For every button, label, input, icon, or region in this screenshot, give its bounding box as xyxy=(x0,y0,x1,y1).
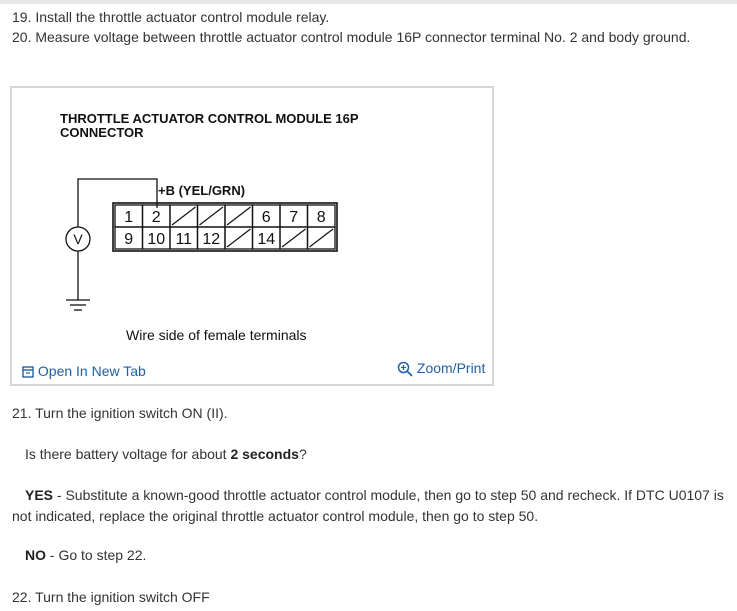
terminal-number: 12 xyxy=(202,231,221,248)
step-19: 19. Install the throttle actuator control module relay. xyxy=(12,9,330,25)
open-new-tab-icon xyxy=(22,366,34,378)
question-bold: 2 seconds xyxy=(230,446,299,462)
ground-symbol-icon xyxy=(66,300,90,310)
terminal-number: 2 xyxy=(151,209,161,226)
no-label: NO xyxy=(25,547,46,563)
question-post: ? xyxy=(298,446,307,462)
connector-terminal-grid xyxy=(113,203,337,251)
unused-terminal-slash xyxy=(310,229,334,247)
step-20: 20. Measure voltage between throttle actuator control module 16P connector terminal No. 2 and body ground. xyxy=(12,29,691,45)
terminal-number: 6 xyxy=(261,209,271,226)
open-in-new-tab-label: Open In New Tab xyxy=(37,363,146,379)
question-text xyxy=(25,445,307,463)
connector-diagram xyxy=(12,88,492,384)
terminal-number: 11 xyxy=(175,231,193,248)
terminal-number: 1 xyxy=(124,209,134,226)
step-22: 22. Turn the ignition switch OFF xyxy=(12,589,210,605)
unused-terminal-slash xyxy=(227,207,251,225)
terminal-number: 10 xyxy=(147,231,166,248)
yes-label: YES xyxy=(25,487,54,503)
zoom-magnifier-icon xyxy=(397,361,413,377)
zoom-print-label: Zoom/Print xyxy=(416,360,486,376)
terminal-number: 8 xyxy=(316,209,326,226)
figure-title-line1: THROTTLE ACTUATOR CONTROL MODULE 16P xyxy=(60,111,359,126)
no-text: - Go to step 22. xyxy=(46,547,147,563)
yes-text: - Substitute a known-good throttle actuator control module, then go to step 50 and recheck. If DTC U0107 is not indicated, replace the original throttle actuator control module, then go to step 50. xyxy=(12,487,724,524)
terminal-number: 14 xyxy=(257,231,276,248)
wire-color-label: +B (YEL/GRN) xyxy=(158,183,246,198)
open-in-new-tab-link[interactable] xyxy=(22,363,146,379)
unused-terminal-slash xyxy=(172,207,196,225)
figure-title-line2: CONNECTOR xyxy=(60,125,144,140)
terminal-number: 9 xyxy=(124,231,134,248)
yes-instruction xyxy=(12,485,732,527)
unused-terminal-slash xyxy=(282,229,306,247)
voltmeter-symbol: V xyxy=(73,231,83,247)
unused-terminal-slash xyxy=(227,229,251,247)
question-pre: Is there battery voltage for about xyxy=(25,446,231,462)
unused-terminal-slash xyxy=(200,207,224,225)
connector-figure xyxy=(10,86,494,386)
figure-caption: Wire side of female terminals xyxy=(126,327,307,343)
no-instruction xyxy=(25,546,146,564)
voltmeter-icon xyxy=(66,227,90,251)
step-21: 21. Turn the ignition switch ON (II). xyxy=(12,405,228,421)
top-divider xyxy=(0,0,737,4)
terminal-number: 7 xyxy=(289,209,299,226)
zoom-print-link[interactable] xyxy=(397,360,485,377)
